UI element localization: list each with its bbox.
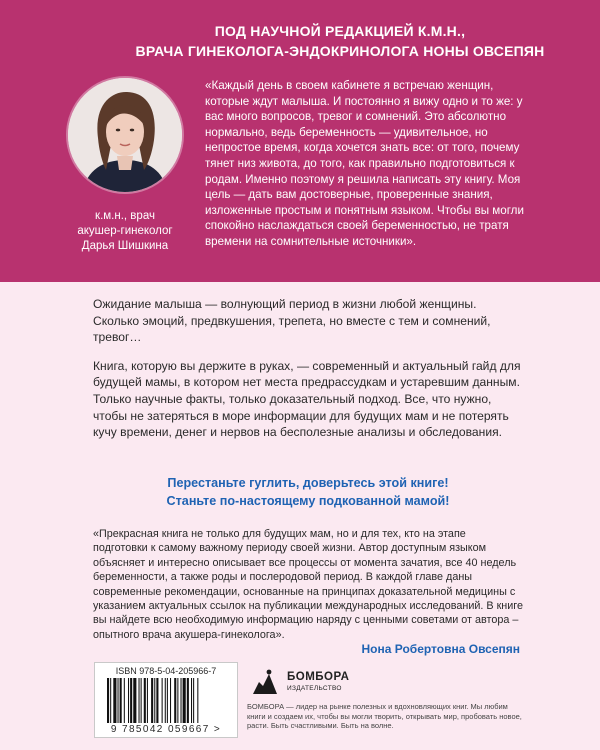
author-name: Дарья Шишкина (81, 240, 169, 252)
barcode-bar (133, 678, 136, 723)
barcode-bar (128, 678, 129, 723)
description-paragraph-1: Ожидание малыша — волнующий период в жизни любой женщины. Сколько эмоций, предвкушения, трепета, но вместе с тем и сомнений, тревог… (93, 297, 491, 345)
author-degree: к.м.н., врач (95, 210, 155, 222)
barcode-bar (162, 678, 163, 723)
barcode-bar (197, 678, 198, 723)
barcode-bar (156, 678, 158, 723)
review-quote (93, 527, 523, 642)
barcode-bar (187, 678, 189, 723)
barcode-bar (107, 678, 109, 723)
barcode-bar (193, 678, 194, 723)
review-author: Нона Робертовна Овсепян (361, 642, 520, 656)
barcode (94, 662, 238, 738)
barcode-bar (130, 678, 132, 723)
cta-line2: Станьте по-настоящему подкованной мамой! (166, 494, 450, 508)
isbn-label: ISBN 978-5-04-205966-7 (115, 666, 217, 676)
author-profession: акушер-гинеколог (77, 225, 173, 237)
author-quote-text: «Каждый день в своем кабинете я встречаю женщин, которые ждут малыша. И постоянно я вижу одно и то же: у вас много вопросов, тревог и сомнений. Это абсолютно нормально, ведь беременность — удивительное, но непростое время, когда хочется знать все: от того, почему тянет низ живота, до того, как правильно подготовиться к родам. Именно поэтому я решила написать эту книгу. Моя цель — дать вам достоверные, проверенные знания, изложенные простым и понятным языком. Чтобы вы могли спокойно наслаждаться своей беременностью, не тратя времени на сомнительные источники». (205, 79, 524, 248)
author-quote (205, 78, 535, 250)
barcode-bar (170, 678, 171, 723)
barcode-number: 9 785042 059667 > (110, 724, 222, 735)
top-title-line2: ВРАЧА ГИНЕКОЛОГА-ЭНДОКРИНОЛОГА НОНЫ ОВСЕПЯН (135, 43, 545, 59)
review-text: «Прекрасная книга не только для будущих мам, но и для тех, кто на этапе подготовки к самому важному периоду своей жизни. Автор доступным языком объясняет и интересно описывает все процессы от момента зачатия, все 40 недель беременности, а также роды и послеродовой период. В каждой главе даны современные рекомендации, основанные на принципах доказательной медицины с указанием актуальных ссылок на публикации международных исследований. В книге вы найдете всю необходимую информацию наряду с ценными советами от автора – опытного врача акушера-гинеколога». (93, 528, 523, 641)
barcode-bar (147, 678, 148, 723)
barcode-bar (113, 678, 116, 723)
top-title-line1: ПОД НАУЧНОЙ РЕДАКЦИЕЙ К.М.Н., (214, 23, 466, 39)
author-portrait-icon (68, 78, 182, 192)
barcode-bar (174, 678, 176, 723)
barcode-bar (151, 678, 153, 723)
publisher-subtitle: ИЗДАТЕЛЬСТВО (287, 685, 342, 692)
barcode-bar (167, 678, 168, 723)
author-photo (68, 78, 182, 192)
barcode-bar (118, 678, 119, 723)
barcode-bar (110, 678, 111, 723)
barcode-bar (120, 678, 122, 723)
barcode-bar (177, 678, 178, 723)
barcode-bar (124, 678, 125, 723)
description-paragraph-2: Книга, которую вы держите в руках, — современный и актуальный гайд для будущей мамы, в котором нет места предрассудкам и устаревшим данным. Только научные факты, только доказательный подход. Все, что нужно, чтобы не затеряться в море информации для будущих мам и не потерять кучу времени, денег и нервов на бесполезные анализы и обследования. (93, 358, 521, 440)
barcode-bar (191, 678, 192, 723)
top-title (80, 21, 600, 61)
author-caption (40, 209, 210, 254)
barcode-bar (183, 678, 186, 723)
bombora-logo-icon (247, 668, 283, 696)
publisher-blurb: БОМБОРА — лидер на рынке полезных и вдохновляющих книг. Мы любим книги и создаем их, чтобы вы могли творить, открывать мир, пробовать новое, расти. Быть счастливыми. Быть на волне. (247, 702, 522, 731)
call-to-action (93, 474, 523, 510)
top-band (0, 0, 600, 282)
cta-line1: Перестаньте гуглить, доверьтесь этой книге! (167, 476, 449, 490)
barcode-bar (165, 678, 166, 723)
barcode-bar (154, 678, 155, 723)
barcode-bar (144, 678, 146, 723)
publisher-name: БОМБОРА (287, 671, 350, 683)
barcode-bar (141, 678, 142, 723)
barcode-bar (139, 678, 140, 723)
description (93, 296, 523, 453)
barcode-bar (181, 678, 182, 723)
